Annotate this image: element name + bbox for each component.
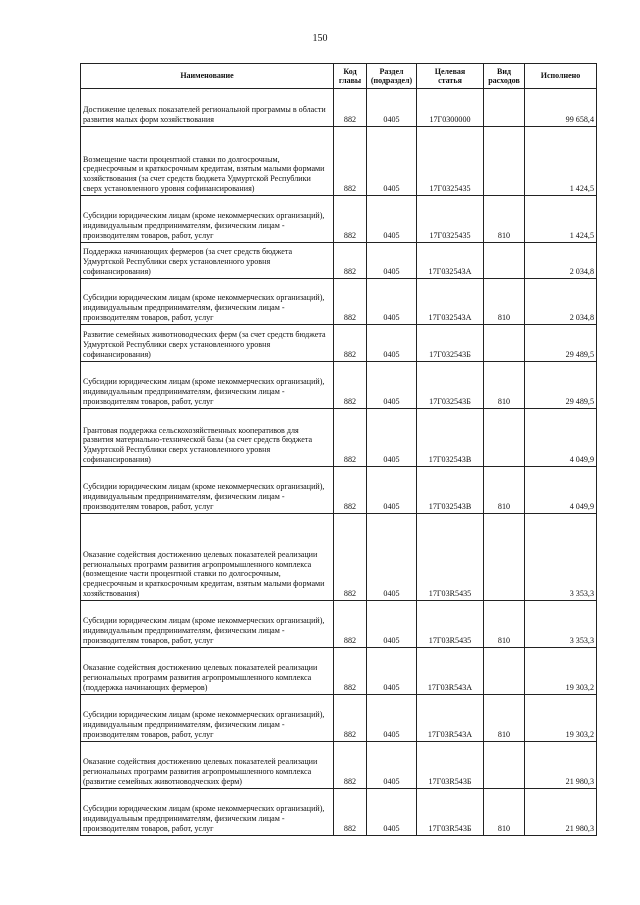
cell-vid	[484, 243, 525, 279]
cell-razdel: 0405	[367, 127, 417, 196]
cell-glava: 882	[334, 742, 367, 789]
table-body	[81, 89, 597, 836]
header-statya	[417, 64, 484, 89]
cell-glava: 882	[334, 695, 367, 742]
cell-amount: 21 980,3	[525, 742, 597, 789]
cell-glava: 882	[334, 89, 367, 127]
header-ispolneno-label: Исполнено	[540, 71, 581, 81]
table-row	[81, 196, 597, 243]
table-row	[81, 789, 597, 836]
table-row	[81, 325, 597, 362]
cell-statya: 17Г03R5435	[417, 514, 484, 601]
cell-glava: 882	[334, 362, 367, 409]
cell-statya: 17Г03R543А	[417, 648, 484, 695]
cell-statya: 17Г032543Б	[417, 362, 484, 409]
header-razdel-line1: Раздел	[379, 66, 404, 76]
header-ispolneno	[525, 64, 597, 89]
table-row	[81, 514, 597, 601]
cell-vid: 810	[484, 601, 525, 648]
cell-razdel: 0405	[367, 789, 417, 836]
cell-vid: 810	[484, 196, 525, 243]
cell-razdel: 0405	[367, 362, 417, 409]
cell-name: Оказание содействия достижению целевых показателей реализации региональных программ развития агропромышленного комплекса (развитие семейных животноводческих ферм)	[81, 742, 334, 789]
cell-razdel: 0405	[367, 325, 417, 362]
cell-glava: 882	[334, 467, 367, 514]
cell-name: Поддержка начинающих фермеров (за счет средств бюджета Удмуртской Республики сверх установленного уровня софинансирования)	[81, 243, 334, 279]
cell-name: Достижение целевых показателей региональной программы в области развития малых форм хозяйствования	[81, 89, 334, 127]
cell-razdel: 0405	[367, 196, 417, 243]
budget-table	[80, 63, 597, 836]
cell-razdel: 0405	[367, 409, 417, 467]
cell-amount: 3 353,3	[525, 514, 597, 601]
cell-amount: 2 034,8	[525, 279, 597, 325]
cell-statya: 17Г032543Б	[417, 325, 484, 362]
cell-statya: 17Г032543В	[417, 467, 484, 514]
cell-statya: 17Г0325435	[417, 196, 484, 243]
table-row	[81, 742, 597, 789]
cell-razdel: 0405	[367, 695, 417, 742]
cell-vid: 810	[484, 789, 525, 836]
cell-name: Грантовая поддержка сельскохозяйственных кооперативов для развития материально-технической базы (за счет средств бюджета Удмуртской Республики сверх установленного уровня софинансирования)	[81, 409, 334, 467]
cell-amount: 99 658,4	[525, 89, 597, 127]
header-vid-line1: Вид	[497, 66, 511, 76]
table-row	[81, 648, 597, 695]
cell-vid: 810	[484, 362, 525, 409]
cell-vid	[484, 127, 525, 196]
cell-vid	[484, 742, 525, 789]
table-row	[81, 127, 597, 196]
page-number: 150	[312, 33, 328, 44]
cell-razdel: 0405	[367, 89, 417, 127]
cell-glava: 882	[334, 279, 367, 325]
cell-glava: 882	[334, 409, 367, 467]
cell-amount: 1 424,5	[525, 127, 597, 196]
cell-razdel: 0405	[367, 648, 417, 695]
cell-statya: 17Г03R543А	[417, 695, 484, 742]
cell-vid: 810	[484, 467, 525, 514]
cell-vid	[484, 514, 525, 601]
cell-name: Субсидии юридическим лицам (кроме некоммерческих организаций), индивидуальным предпринимателям, физическим лицам - производителям товаров, работ, услуг	[81, 467, 334, 514]
table-row	[81, 467, 597, 514]
cell-name: Возмещение части процентной ставки по долгосрочным, среднесрочным и краткосрочным кредитам, взятым малыми формами хозяйствования (за счет средств бюджета Удмуртской Республики сверх установленного уровня софинансирования)	[81, 127, 334, 196]
cell-razdel: 0405	[367, 601, 417, 648]
header-statya-line2: статья	[438, 76, 462, 85]
cell-glava: 882	[334, 514, 367, 601]
header-statya-line1: Целевая	[434, 66, 466, 76]
cell-statya: 17Г032543В	[417, 409, 484, 467]
table-row	[81, 89, 597, 127]
header-vid	[484, 64, 525, 89]
header-razdel-line2: (подраздел)	[370, 76, 413, 85]
cell-amount: 1 424,5	[525, 196, 597, 243]
header-glava-line1: Код	[343, 66, 357, 76]
cell-statya: 17Г03R5435	[417, 601, 484, 648]
cell-glava: 882	[334, 325, 367, 362]
cell-statya: 17Г03R543Б	[417, 789, 484, 836]
table-row	[81, 409, 597, 467]
cell-glava: 882	[334, 196, 367, 243]
cell-razdel: 0405	[367, 467, 417, 514]
header-name-label: Наименование	[180, 71, 234, 81]
cell-vid	[484, 409, 525, 467]
cell-name: Субсидии юридическим лицам (кроме некоммерческих организаций), индивидуальным предпринимателям, физическим лицам - производителям товаров, работ, услуг	[81, 695, 334, 742]
cell-razdel: 0405	[367, 514, 417, 601]
cell-name: Развитие семейных животноводческих ферм (за счет средств бюджета Удмуртской Республики сверх установленного уровня софинансирования)	[81, 325, 334, 362]
table-row	[81, 695, 597, 742]
cell-name: Субсидии юридическим лицам (кроме некоммерческих организаций), индивидуальным предпринимателям, физическим лицам - производителям товаров, работ, услуг	[81, 196, 334, 243]
cell-name: Оказание содействия достижению целевых показателей реализации региональных программ развития агропромышленного комплекса (возмещение части процентной ставки по долгосрочным, среднесрочным и краткосрочным кредитам, взятым малыми формами хозяйствования)	[81, 514, 334, 601]
cell-name: Субсидии юридическим лицам (кроме некоммерческих организаций), индивидуальным предпринимателям, физическим лицам - производителям товаров, работ, услуг	[81, 362, 334, 409]
cell-razdel: 0405	[367, 243, 417, 279]
cell-amount: 3 353,3	[525, 601, 597, 648]
cell-glava: 882	[334, 648, 367, 695]
header-glava	[334, 64, 367, 89]
cell-statya: 17Г0325435	[417, 127, 484, 196]
cell-vid	[484, 648, 525, 695]
table-header	[81, 64, 597, 89]
cell-glava: 882	[334, 243, 367, 279]
cell-vid	[484, 325, 525, 362]
cell-statya: 17Г032543А	[417, 279, 484, 325]
cell-amount: 29 489,5	[525, 325, 597, 362]
cell-statya: 17Г032543А	[417, 243, 484, 279]
cell-vid: 810	[484, 279, 525, 325]
cell-name: Субсидии юридическим лицам (кроме некоммерческих организаций), индивидуальным предпринимателям, физическим лицам - производителям товаров, работ, услуг	[81, 279, 334, 325]
table-row	[81, 243, 597, 279]
cell-amount: 2 034,8	[525, 243, 597, 279]
header-razdel	[367, 64, 417, 89]
cell-statya: 17Г0300000	[417, 89, 484, 127]
cell-amount: 29 489,5	[525, 362, 597, 409]
table-row	[81, 601, 597, 648]
header-name	[81, 64, 334, 89]
table-row	[81, 362, 597, 409]
cell-amount: 19 303,2	[525, 695, 597, 742]
cell-razdel: 0405	[367, 742, 417, 789]
cell-statya: 17Г03R543Б	[417, 742, 484, 789]
cell-name: Субсидии юридическим лицам (кроме некоммерческих организаций), индивидуальным предпринимателям, физическим лицам - производителям товаров, работ, услуг	[81, 789, 334, 836]
cell-name: Оказание содействия достижению целевых показателей реализации региональных программ развития агропромышленного комплекса (поддержка начинающих фермеров)	[81, 648, 334, 695]
cell-amount: 4 049,9	[525, 409, 597, 467]
cell-amount: 4 049,9	[525, 467, 597, 514]
cell-amount: 19 303,2	[525, 648, 597, 695]
cell-vid: 810	[484, 695, 525, 742]
cell-razdel: 0405	[367, 279, 417, 325]
cell-glava: 882	[334, 601, 367, 648]
cell-amount: 21 980,3	[525, 789, 597, 836]
cell-vid	[484, 89, 525, 127]
cell-glava: 882	[334, 127, 367, 196]
header-vid-line2: расходов	[488, 76, 520, 85]
table-row	[81, 279, 597, 325]
cell-name: Субсидии юридическим лицам (кроме некоммерческих организаций), индивидуальным предпринимателям, физическим лицам - производителям товаров, работ, услуг	[81, 601, 334, 648]
cell-glava: 882	[334, 789, 367, 836]
header-glava-line2: главы	[338, 76, 362, 85]
